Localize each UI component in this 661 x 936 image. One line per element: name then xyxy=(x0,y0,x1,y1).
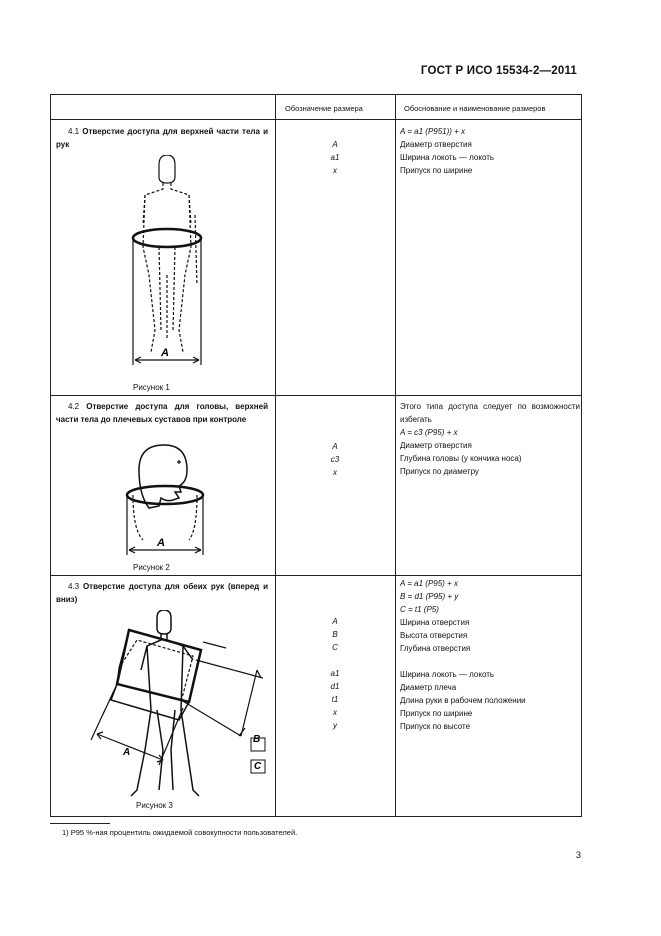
row-3-descriptions xyxy=(400,577,580,733)
figure-3-both-arms-access xyxy=(71,610,271,805)
symbol: y xyxy=(333,721,337,730)
figure-2-head-access xyxy=(119,440,219,560)
spacer xyxy=(400,655,580,668)
symbol: c3 xyxy=(330,455,340,464)
row-2-descriptions xyxy=(400,400,580,478)
formula xyxy=(400,590,580,603)
section-4-2-title xyxy=(56,400,268,426)
section-4-3-title xyxy=(56,580,268,606)
section-number: 4.3 xyxy=(68,582,80,591)
description: Припуск по ширине xyxy=(400,166,473,175)
description: Глубина головы (у кончика носа) xyxy=(400,454,522,463)
footnote-separator xyxy=(50,823,110,824)
symbol: d1 xyxy=(330,682,340,691)
figure-1-upper-body-access xyxy=(121,155,211,375)
page-number: 3 xyxy=(576,850,582,860)
symbol: C xyxy=(332,643,338,652)
figure-1-caption: Рисунок 1 xyxy=(133,383,170,392)
description: Ширина локоть — локоть xyxy=(400,153,495,162)
figure-2-caption: Рисунок 2 xyxy=(133,563,170,572)
description: Припуск по ширине xyxy=(400,709,473,718)
section-title: Отверстие доступа для головы, верхней части тела до плечевых суставов при контроле xyxy=(56,402,268,424)
symbol: x xyxy=(333,708,337,717)
section-title: Отверстие доступа для верхней части тела и рук xyxy=(56,127,268,149)
symbol: a1 xyxy=(330,153,340,162)
figure-1-label-a: A xyxy=(161,347,169,359)
figure-3-caption: Рисунок 3 xyxy=(136,801,173,810)
symbol: B xyxy=(332,630,338,639)
row-divider xyxy=(51,575,581,576)
symbol: a1 xyxy=(330,669,340,678)
formula-text: A = c3 (P95) + x xyxy=(400,428,458,437)
description: Ширина отверстия xyxy=(400,618,470,627)
note: Этого типа доступа следует по возможности избегать xyxy=(400,402,580,424)
description: Диаметр плеча xyxy=(400,683,457,692)
document-header: ГОСТ Р ИСО 15534-2—2011 xyxy=(420,65,577,77)
formula xyxy=(400,603,580,616)
footnote: 1) P95 %-ная процентиль ожидаемой совокупности пользователей. xyxy=(62,828,298,837)
symbol: t1 xyxy=(331,695,339,704)
formula xyxy=(400,577,580,590)
description: Длина руки в рабочем положении xyxy=(400,696,526,705)
description: Диаметр отверстия xyxy=(400,441,472,450)
symbol: x xyxy=(333,166,337,175)
formula-text: C = t1 (P5) xyxy=(400,605,439,614)
description: Диаметр отверстия xyxy=(400,140,472,149)
symbol: A xyxy=(332,442,338,451)
spacer xyxy=(272,654,398,667)
section-title: Отверстие доступа для обеих рук (вперед и вниз) xyxy=(56,582,268,604)
description: Припуск по высоте xyxy=(400,722,471,731)
column-header-rationale: Обоснование и наименование размеров xyxy=(404,104,546,113)
description: Ширина локоть — локоть xyxy=(400,670,495,679)
dimensions-table xyxy=(50,94,582,817)
row-1-symbols xyxy=(272,138,398,177)
formula xyxy=(400,125,580,138)
row-1-descriptions xyxy=(400,125,580,177)
row-divider xyxy=(51,395,581,396)
figure-3-label-a: A xyxy=(123,747,131,758)
formula-text: A = a1 (P95) + x xyxy=(400,579,458,588)
symbol: A xyxy=(332,617,338,626)
figure-3-label-b: B xyxy=(253,734,261,745)
section-number: 4.2 xyxy=(68,402,80,411)
description: Высота отверстия xyxy=(400,631,468,640)
formula xyxy=(400,426,580,439)
row-divider xyxy=(51,119,581,120)
description: Глубина отверстия xyxy=(400,644,471,653)
formula-text: A = a1 (P951)) + x xyxy=(400,127,466,136)
section-number: 4.1 xyxy=(68,127,80,136)
column-header-designation: Обозначение размера xyxy=(285,104,363,113)
row-3-symbols xyxy=(272,615,398,732)
row-2-symbols xyxy=(272,440,398,479)
symbol: x xyxy=(333,468,337,477)
symbol: A xyxy=(332,140,338,149)
figure-2-label-a: A xyxy=(157,537,165,549)
description: Припуск по диаметру xyxy=(400,467,479,476)
figure-3-label-c: C xyxy=(254,761,262,772)
formula-text: B = d1 (P95) + y xyxy=(400,592,459,601)
section-4-1-title xyxy=(56,125,268,151)
